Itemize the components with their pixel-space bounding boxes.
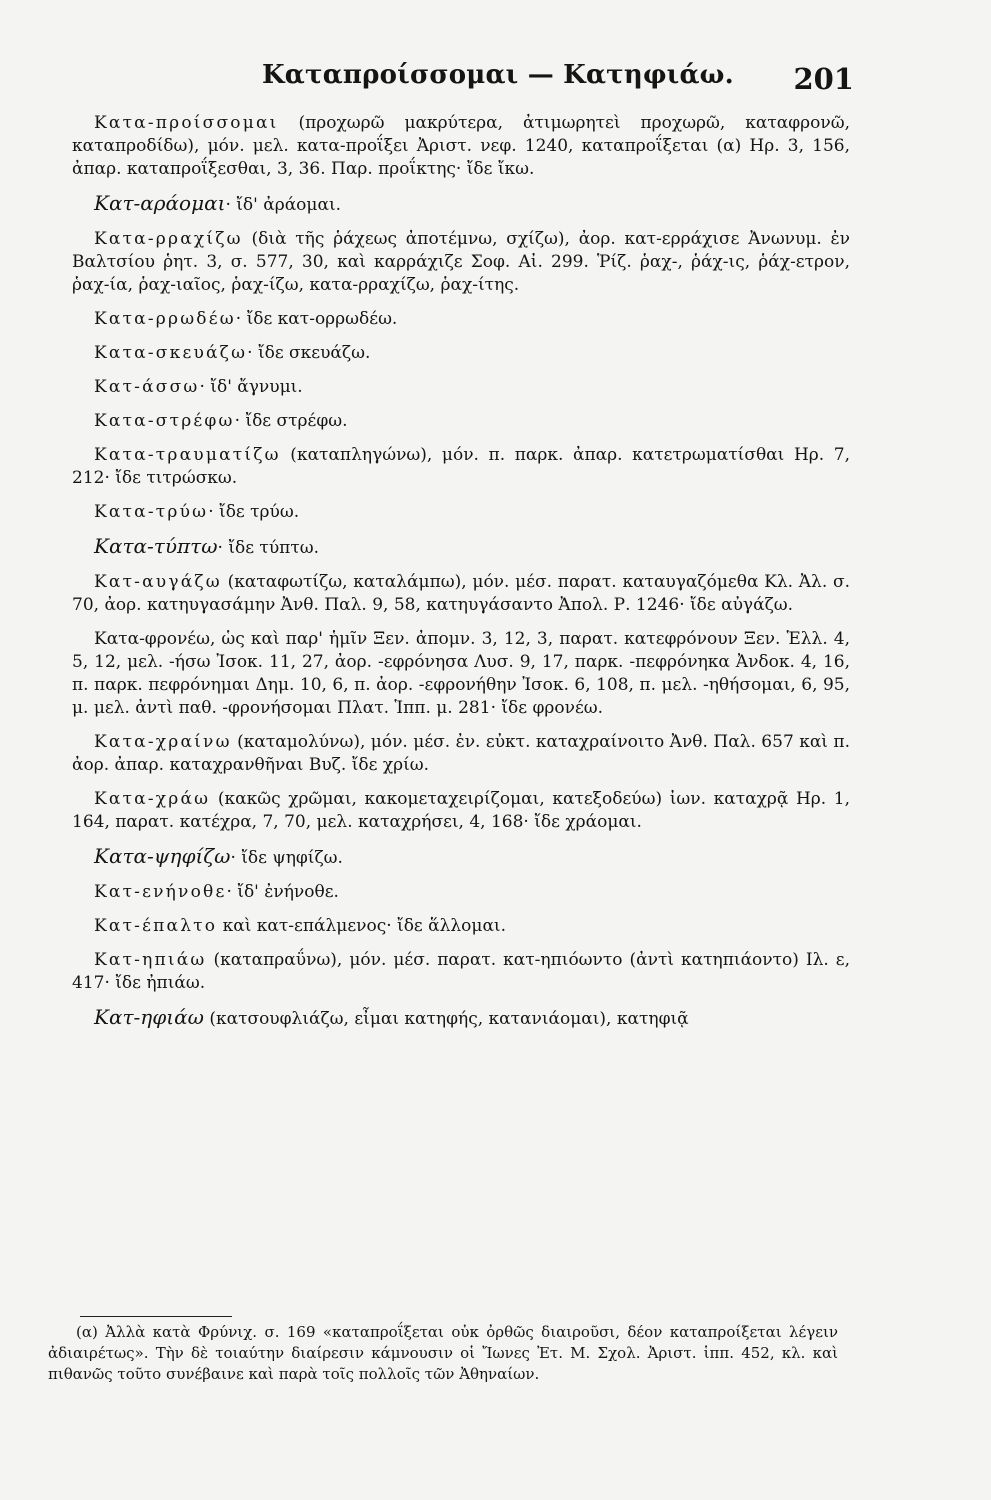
entry-headword: Κατα-τρύω bbox=[94, 502, 209, 522]
entry-headword: Κατ-ενήνοθε bbox=[94, 882, 227, 902]
dictionary-entry bbox=[72, 845, 850, 870]
entry-definition: · ἴδε ψηφίζω. bbox=[230, 848, 343, 868]
page-number: 201 bbox=[793, 62, 854, 96]
entry-definition: · ἴδ' ἀράομαι. bbox=[225, 195, 342, 215]
entry-headword: Κατ-ηπιάω bbox=[94, 950, 207, 970]
dictionary-entry bbox=[72, 1006, 850, 1031]
entry-definition: (προχωρῶ μακρύτερα, ἀτιμωρητεὶ προχωρῶ, καταφρονῶ, καταπροδίδω), μόν. μελ. κατα-προΐξει Ἀριστ. νεφ. 1240, καταπροΐξεται (α) Ηρ. 3, 156, ἀπαρ. καταπροΐξεσθαι, 3, 36. Παρ. προΐκτης· ἴδε ἴκω. bbox=[72, 113, 850, 179]
entry-definition: , ὡς καὶ παρ' ἡμῖν Ξεν. ἀπομν. 3, 12, 3, παρατ. κατεφρόνουν Ξεν. Ἑλλ. 4, 5, 12, μελ. -ήσω Ἰσοκ. 11, 27, ἀορ. -εφρόνησα Λυσ. 9, 17, παρκ. -πεφρόνηκα Ἀνδοκ. 4, 16, π. παρκ. πεφρόνημαι Δημ. 10, 6, π. ἀορ. -εφρονήθην Ἰσοκ. 6, 108, π. μελ. -ηθήσομαι, 6, 95, μ. μελ. ἀντὶ παθ. -φρονήσομαι Πλατ. Ἱππ. μ. 281· ἴδε φρονέω. bbox=[72, 629, 850, 718]
entry-headword: Κατα-ψηφίζω bbox=[94, 844, 231, 868]
entry-definition: (καταπληγώνω), μόν. π. παρκ. ἀπαρ. κατετρωματίσθαι Ηρ. 7, 212· ἴδε τιτρώσκω. bbox=[72, 445, 850, 488]
entry-definition: · ἴδε στρέφω. bbox=[234, 411, 348, 431]
entry-headword: Κατ-ηφιάω bbox=[94, 1005, 204, 1029]
running-title: Καταπροίσσομαι — Κατηφιάω. bbox=[262, 60, 734, 90]
footnote-marker: (α) bbox=[76, 1323, 98, 1341]
entry-headword: Κατ-αράομαι bbox=[94, 191, 226, 215]
entry-headword: Κατα-φρονέω bbox=[94, 629, 210, 649]
dictionary-entry bbox=[72, 915, 850, 938]
entry-definition: (κακῶς χρῶμαι, κακομεταχειρίζομαι, κατεξοδεύω) ἰων. καταχρᾷ Ηρ. 1, 164, παρατ. κατέχρα, 7, 70, μελ. καταχρήσει, 4, 168· ἴδε χράομαι. bbox=[72, 789, 850, 832]
entry-definition: (καταμολύνω), μόν. μέσ. ἐν. εὐκτ. καταχραίνοιτο Ἀνθ. Παλ. 657 καὶ π. ἀορ. ἀπαρ. καταχρανθῆναι Βυζ. ἴδε χρίω. bbox=[72, 732, 850, 775]
entry-headword: Κατα-τύπτω bbox=[94, 534, 218, 558]
dictionary-entry bbox=[72, 192, 850, 217]
dictionary-entry bbox=[72, 535, 850, 560]
entries-list bbox=[72, 112, 850, 1042]
dictionary-entry bbox=[72, 342, 850, 365]
entry-headword: Κατα-προίσσομαι bbox=[94, 113, 279, 133]
entry-headword: Κατα-χράω bbox=[94, 789, 211, 809]
entry-definition: καὶ κατ-επάλμενος· ἴδε ἅλλομαι. bbox=[217, 916, 506, 936]
dictionary-entry bbox=[72, 308, 850, 331]
entry-headword: Κατ-έπαλτο bbox=[94, 916, 218, 936]
entry-headword: Κατ-άσσω bbox=[94, 377, 200, 397]
entry-definition: · ἴδ' ἐνήνοθε. bbox=[226, 882, 339, 902]
dictionary-entry bbox=[72, 788, 850, 834]
entry-headword: Κατα-χραίνω bbox=[94, 732, 232, 752]
entry-headword: Κατ-αυγάζω bbox=[94, 572, 222, 592]
dictionary-entry bbox=[72, 112, 850, 181]
entry-definition: (καταπραΰνω), μόν. μέσ. παρατ. κατ-ηπιόωντο (ἀντὶ κατηπιάοντο) Ιλ. ε, 417· ἴδε ἠπιάω. bbox=[72, 950, 850, 993]
entry-definition: · ἴδε κατ-ορρωδέω. bbox=[235, 309, 398, 329]
dictionary-entry bbox=[72, 410, 850, 433]
entry-definition: · ἴδε τρύω. bbox=[208, 502, 300, 522]
dictionary-entry bbox=[72, 571, 850, 617]
dictionary-entry bbox=[72, 376, 850, 399]
dictionary-entry bbox=[72, 444, 850, 490]
dictionary-entry bbox=[72, 501, 850, 524]
entry-headword: Κατα-ρραχίζω bbox=[94, 229, 243, 249]
page-header bbox=[262, 52, 862, 102]
entry-definition: · ἴδε σκευάζω. bbox=[247, 343, 371, 363]
entry-headword: Κατα-στρέφω bbox=[94, 411, 235, 431]
dictionary-entry bbox=[72, 949, 850, 995]
entry-definition: (καταφωτίζω, καταλάμπω), μόν. μέσ. παρατ. καταυγαζόμεθα Κλ. Ἀλ. σ. 70, ἀορ. κατηυγασάμην Ἀνθ. Παλ. 9, 58, κατηυγάσαντο Ἀπολ. Ρ. 1246· ἴδε αὐγάζω. bbox=[72, 572, 850, 615]
entry-headword: Κατα-ρρωδέω bbox=[94, 309, 236, 329]
entry-definition: (διὰ τῆς ῥάχεως ἀποτέμνω, σχίζω), ἀορ. κατ-ερράχισε Ἀνωνυμ. ἐν Βαλτσίου ῥητ. 3, σ. 577, 30, καὶ καρράχιζε Σοφ. Αἰ. 299. Ῥίζ. ῥαχ-, ῥάχ-ις, ῥάχ-ετρον, ῥαχ-ία, ῥαχ-ιαῖος, ῥαχ-ίζω, κατα-ρραχίζω, ῥαχ-ίτης. bbox=[72, 229, 850, 295]
entry-definition: (κατσουφλιάζω, εἶμαι κατηφής, κατανιάομαι), κατηφιᾷ bbox=[203, 1009, 689, 1029]
footnote bbox=[48, 1322, 838, 1385]
entry-headword: Κατα-τραυματίζω bbox=[94, 445, 281, 465]
entry-definition: · ἴδ' ἄγνυμι. bbox=[199, 377, 303, 397]
dictionary-entry bbox=[72, 228, 850, 297]
dictionary-entry bbox=[72, 628, 850, 720]
entry-headword: Κατα-σκευάζω bbox=[94, 343, 248, 363]
entry-definition: · ἴδε τύπτω. bbox=[217, 538, 320, 558]
dictionary-entry bbox=[72, 881, 850, 904]
footnote-rule bbox=[80, 1316, 232, 1317]
dictionary-entry bbox=[72, 731, 850, 777]
footnote-text: Ἀλλὰ κατὰ Φρύνιχ. σ. 169 «καταπροΐξεται οὐκ ὀρθῶς διαιροῦσι, δέον καταπροίξεται λέγειν ἀδιαιρέτως». Τὴν δὲ τοιαύτην διαίρεσιν κάμνουσιν οἱ Ἴωνες Ἐτ. Μ. Σχολ. Ἀριστ. ἱππ. 452, κλ. καὶ πιθανῶς τοῦτο συνέβαινε καὶ παρὰ τοῖς πολλοῖς τῶν Ἀθηναίων. bbox=[48, 1323, 838, 1383]
